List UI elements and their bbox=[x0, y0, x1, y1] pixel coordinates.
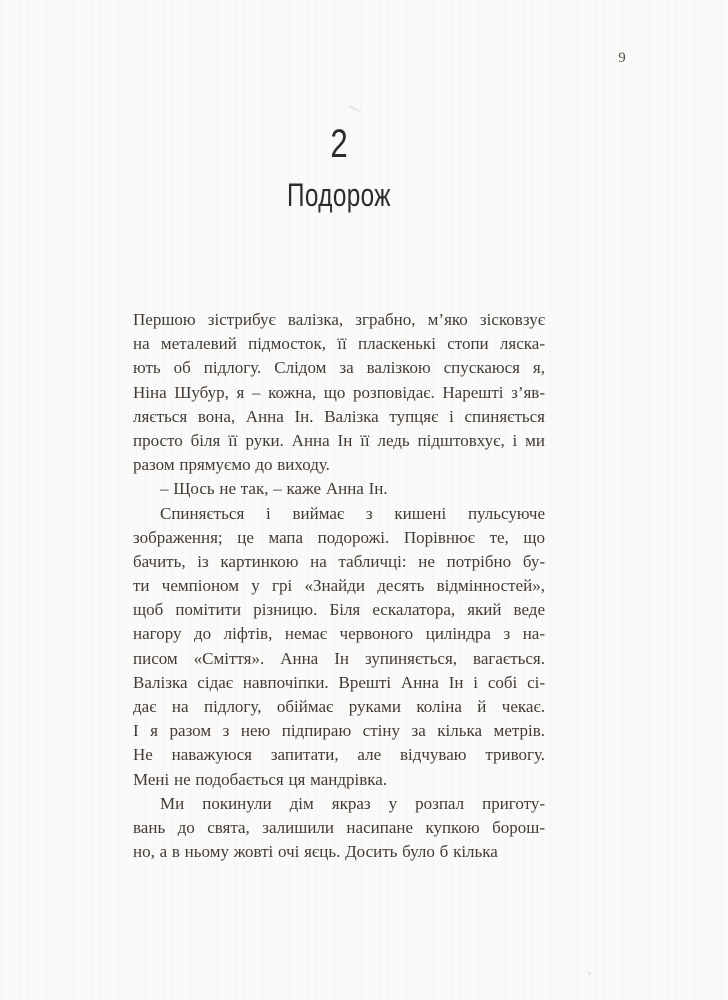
text-line: Спиняється і виймає з кишені пульсуюче bbox=[160, 503, 545, 523]
text-line: ти чемпіоном у грі «Знайди десять відмінностей», bbox=[133, 576, 545, 596]
body-text bbox=[133, 308, 545, 864]
text-line: вань до свята, залишили насипане купкою борош- bbox=[133, 817, 545, 837]
page-number: 9 bbox=[618, 50, 626, 66]
text-line: Першою зістрибує валізка, зграбно, м’яко зісковзує bbox=[133, 310, 545, 329]
text-line: бачить, із картинкою на табличці: не потрібно бу- bbox=[133, 551, 545, 571]
scan-artifact bbox=[348, 105, 361, 113]
text-line: Ніна Шубур, я – кожна, що розповідає. Нарешті з’яв- bbox=[133, 382, 545, 402]
text-line: щоб помітити різницю. Біля ескалатора, який веде bbox=[133, 600, 545, 620]
text-line: дає на підлогу, обіймає руками коліна й чекає. bbox=[133, 697, 545, 716]
text-line: просто біля її руки. Анна Ін її ледь підштовхує, і ми bbox=[133, 430, 545, 450]
text-line: писом «Сміття». Анна Ін зупиняється, вагається. bbox=[133, 648, 545, 668]
scan-speck bbox=[588, 972, 591, 975]
text-line: на металевий підмосток, її пласкенькі стопи ляска- bbox=[133, 334, 545, 354]
text-line: Валізка сідає навпочіпки. Врешті Анна Ін і собі сі- bbox=[133, 672, 545, 692]
text-line: Ми покинули дім якраз у розпал приготу- bbox=[160, 793, 545, 813]
text-line: но, а в ньому жовті очі яєць. Досить було б кілька bbox=[133, 842, 498, 862]
text-line: ють об підлогу. Слідом за валізкою спускаюся я, bbox=[133, 358, 545, 378]
chapter-title: Подорож bbox=[287, 177, 391, 213]
text-line: разом прямуємо до виходу. bbox=[133, 455, 330, 475]
text-line: нагору до ліфтів, немає червоного циліндра з на- bbox=[133, 624, 545, 644]
text-line: Мені не подобається ця мандрівка. bbox=[133, 769, 388, 789]
text-line: Не наважуюся запитати, але відчуваю тривогу. bbox=[133, 745, 545, 765]
chapter-number: 2 bbox=[330, 122, 348, 166]
text-line: – Щось не так, – каже Анна Ін. bbox=[160, 479, 388, 499]
text-line: зображення; це мапа подорожі. Порівнює те, що bbox=[133, 527, 545, 547]
text-line: ляється вона, Анна Ін. Валізка тупцяє і спиняється bbox=[133, 406, 545, 426]
text-line: І я разом з нею підпираю стіну за кілька метрів. bbox=[133, 721, 545, 741]
